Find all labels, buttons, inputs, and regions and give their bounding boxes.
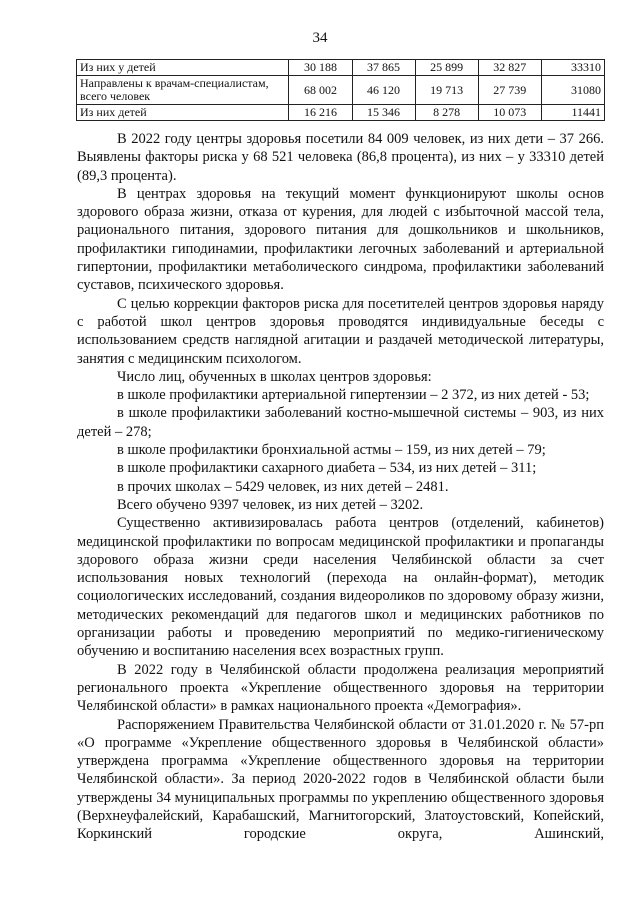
paragraph: С целью коррекции факторов риска для посетителей центров здоровья наряду с работой школ центров здоровья проводятся индивидуальные беседы с использованием средств наглядной агитации и раздачей методической литературы, занятия с медицинским психологом. [77,295,604,367]
table-cell: 8 278 [415,105,478,121]
table-cell: 19 713 [415,76,478,105]
table-cell: 46 120 [352,76,415,105]
table-row [77,60,605,76]
row-label: Из них у детей [77,60,289,76]
table-cell: 32 827 [478,60,541,76]
table-row [77,105,605,121]
table-cell: 10 073 [478,105,541,121]
row-label: Из них детей [77,105,289,121]
table-cell: 27 739 [478,76,541,105]
paragraph: Распоряжением Правительства Челябинской области от 31.01.2020 г. № 57-рп «О программе «Укрепление общественного здоровья в Челябинской области» утверждена программа «Укрепление общественного здоровья на территории Челябинской области». За период 2020-2022 годов в Челябинской области были утверждены 34 муниципальных программы по укреплению общественного здоровья (Верхнеуфалейский, Карабашский, Магнитогорский, Златоустовский, Копейский, Коркинский городские округа, Ашинский, [77,716,604,843]
list-item: в школе профилактики заболеваний костно-мышечной системы – 903, из них детей – 278; [77,405,604,440]
table-cell: 68 002 [289,76,352,105]
statistics-table [76,59,605,121]
list-item: в прочих школах – 5429 человек, из них детей – 2481. [117,478,449,495]
paragraph: В центрах здоровья на текущий момент функционируют школы основ здорового образа жизни, отказа от курения, для людей с избыточной массой тела, рационального питания, здорового питания для дошкольников и школьников, профилактики гиподинамии, профилактики легочных заболеваний и артериальной гипертонии, профилактики метаболического синдрома, профилактики заболеваний суставов, психического здоровья. [77,185,604,294]
table-cell: 15 346 [352,105,415,121]
table-cell: 11441 [541,105,604,121]
table-row [77,76,605,105]
row-label: Направлены к врачам-специалистам, всего человек [77,76,289,105]
table-cell: 30 188 [289,60,352,76]
paragraph: Всего обучено 9397 человек, из них детей – 3202. [117,496,424,513]
paragraph: Существенно активизировалась работа центров (отделений, кабинетов) медицинской профилактики по вопросам медицинской профилактики и пропаганды здорового образа жизни среди населения Челябинской области за счет использования новых технологий (перехода на онлайн-формат), методик социологических исследований, создания видеороликов по здоровому образу жизни, методических рекомендаций для педагогов школ и медицинских работников по организации работы и проведению мероприятий по медико-гигиеническому обучению и воспитанию населения всех возрастных групп. [77,515,604,660]
page-number: 34 [312,30,328,46]
paragraph: В 2022 году в Челябинской области продолжена реализация мероприятий регионального проекта «Укрепление общественного здоровья на территории Челябинской области» в рамках национального проекта «Демография». [77,661,604,715]
list-item: в школе профилактики бронхиальной астмы – 159, из них детей – 79; [117,442,546,459]
table-cell: 37 865 [352,60,415,76]
table-cell: 31080 [541,76,604,105]
list-item: в школе профилактики сахарного диабета – 534, из них детей – 311; [117,460,537,477]
body-text [77,130,604,844]
table-cell: 16 216 [289,105,352,121]
table-cell: 33310 [541,60,604,76]
table-cell: 25 899 [415,60,478,76]
paragraph: В 2022 году центры здоровья посетили 84 009 человек, из них дети – 37 266. Выявлены факторы риска у 68 521 человека (86,8 процента), из них – у 33310 детей (89,3 процента). [77,131,604,184]
list-item: в школе профилактики артериальной гипертензии – 2 372, из них детей - 53; [117,387,590,404]
paragraph: Число лиц, обученных в школах центров здоровья: [117,368,432,385]
